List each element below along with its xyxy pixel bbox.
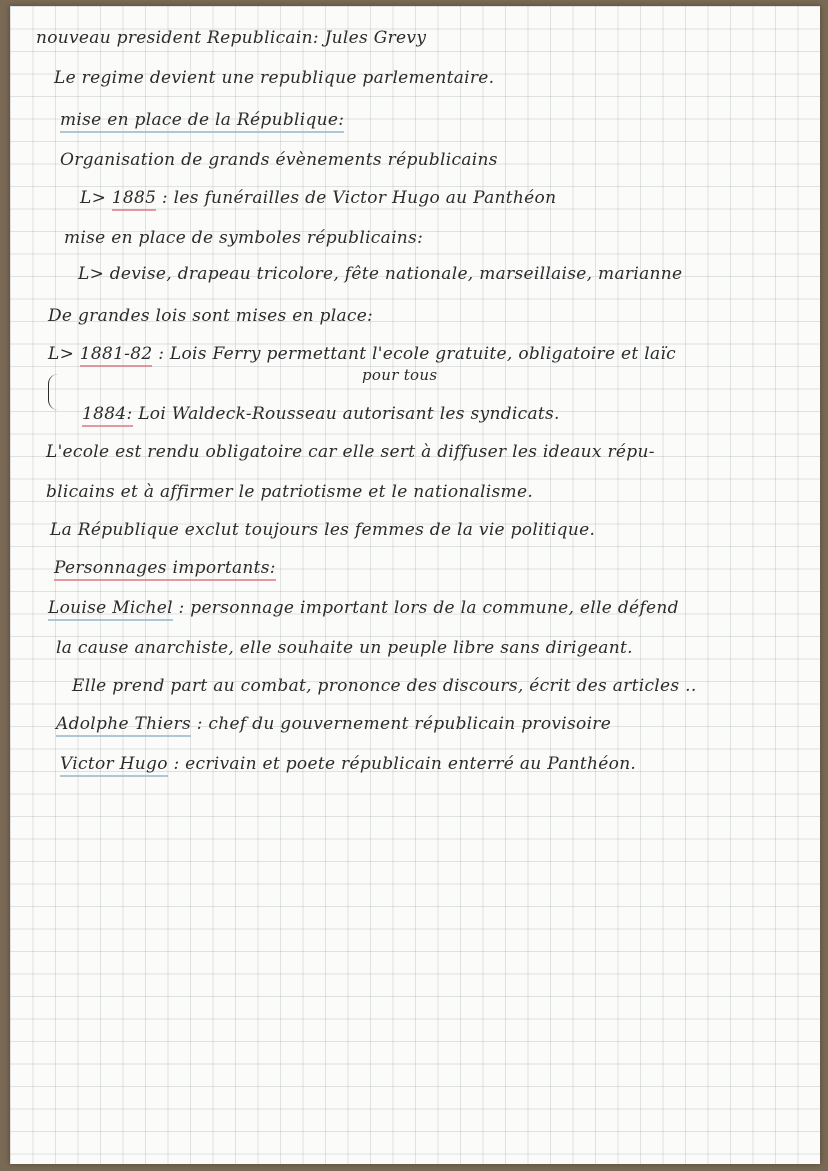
arrow-icon: L> — [80, 188, 107, 208]
arrow-icon: L> — [78, 264, 105, 284]
waldeck-text: Loi Waldeck-Rousseau autorisant les syndicats. — [138, 404, 560, 424]
note-line-ecole: L'ecole est rendu obligatoire car elle sert à diffuser les ideaux répu- — [46, 442, 655, 462]
note-line-combat: Elle prend part au combat, prononce des discours, écrit des articles .. — [72, 676, 697, 696]
note-line-louise-michel — [48, 598, 679, 618]
name-adolphe-thiers: Adolphe Thiers — [56, 714, 191, 737]
heading-text: mise en place de la République: — [60, 110, 344, 133]
date-1884: 1884: — [82, 404, 133, 427]
symboles-text: devise, drapeau tricolore, fête nationale, marseillaise, marianne — [109, 264, 683, 284]
note-line-symboles-list — [78, 264, 682, 284]
note-line-victor-hugo — [60, 754, 636, 774]
note-line-symboles: mise en place de symboles républicains: — [64, 228, 424, 248]
note-line-lois: De grandes lois sont mises en place: — [48, 306, 374, 326]
name-louise-michel: Louise Michel — [48, 598, 173, 621]
thiers-text: : chef du gouvernement républicain provisoire — [196, 714, 612, 734]
note-line-waldeck — [82, 404, 560, 424]
note-line-patriotisme: blicains et à affirmer le patriotisme et le nationalisme. — [46, 482, 534, 502]
note-line-anarchiste: la cause anarchiste, elle souhaite un peuple libre sans dirigeant. — [56, 638, 633, 658]
note-line-femmes: La République exclut toujours les femmes de la vie politique. — [50, 520, 596, 540]
date-1881-82: 1881-82 — [80, 344, 153, 367]
heading-text: Personnages importants: — [54, 558, 276, 581]
note-line-pour-tous: pour tous — [362, 366, 438, 384]
section-heading-republique — [60, 110, 344, 130]
section-heading-personnages — [54, 558, 276, 578]
note-line-lois-ferry — [48, 344, 676, 364]
notebook-page — [10, 6, 820, 1164]
lois-ferry-text: : Lois Ferry permettant l'ecole gratuite, obligatoire et laïc — [158, 344, 676, 364]
arrow-icon: L> — [48, 344, 75, 364]
note-line-evenements: Organisation de grands évènements républicains — [60, 150, 498, 170]
note-line-funerailles — [80, 188, 556, 208]
note-line-president: nouveau president Republicain: Jules Grevy — [36, 28, 427, 48]
note-line-thiers — [56, 714, 611, 734]
brace-mark — [48, 374, 59, 410]
victor-hugo-text: : ecrivain et poete républicain enterré au Panthéon. — [173, 754, 637, 774]
note-line-regime: Le regime devient une republique parlementaire. — [54, 68, 495, 88]
louise-michel-text: : personnage important lors de la commune, elle défend — [178, 598, 679, 618]
name-victor-hugo: Victor Hugo — [60, 754, 168, 777]
date-1885: 1885 — [112, 188, 156, 211]
funerailles-text: : les funérailles de Victor Hugo au Panthéon — [161, 188, 557, 208]
